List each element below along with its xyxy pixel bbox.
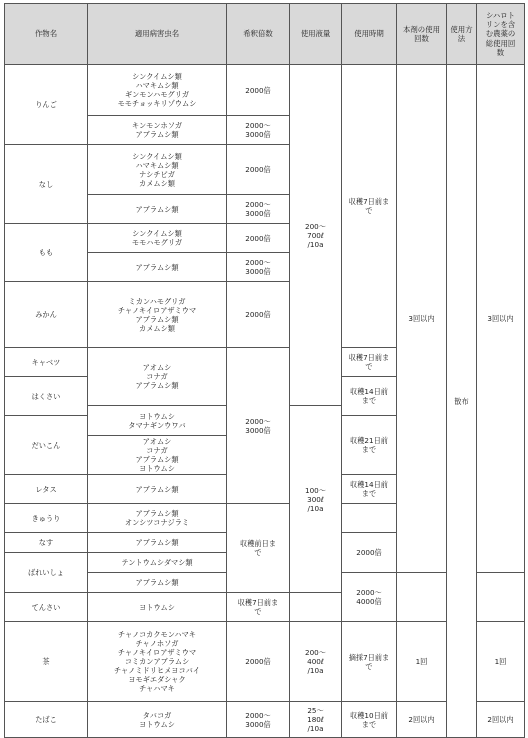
header-uses-total: シハロト リンを含 む農薬の 総使用回 数	[477, 4, 525, 65]
timing-prev-day: 収穫前日ま で	[227, 504, 290, 593]
pests-potato-2: アブラムシ類	[88, 573, 227, 593]
crop-cabbage: キャベツ	[5, 348, 88, 377]
dilution-pear-1: 2000倍	[227, 145, 290, 195]
pests-cabbage: アオムシ コナガ アブラムシ類	[88, 348, 227, 406]
crop-daikon: だいこん	[5, 416, 88, 475]
pests-cucumber: アブラムシ類 オンシツコナジラミ	[88, 504, 227, 533]
timing-cabbage: 収穫7日前ま で	[342, 348, 397, 377]
dilution-2000-4000: 2000～ 4000倍	[342, 573, 397, 622]
crop-pear: なし	[5, 145, 88, 224]
header-amount: 使用液量	[290, 4, 342, 65]
crop-beet: てんさい	[5, 593, 88, 622]
uses-this-1: 1回	[397, 622, 447, 702]
pests-potato-1: テントウムシダマシ類	[88, 553, 227, 573]
dilution-tobacco: 2000～ 3000倍	[227, 702, 290, 738]
uses-this-2: 2回以内	[397, 702, 447, 738]
pests-tea: チャノコカクモンハマキ チャノホソガ チャノキイロアザミウマ コミカンアブラムシ チャノミドリヒメヨコバイ ヨモギエダシャク チャハマキ	[88, 622, 227, 702]
dilution-peach-2: 2000～ 3000倍	[227, 253, 290, 282]
dilution-tea: 2000倍	[227, 622, 290, 702]
crop-apple: りんご	[5, 65, 88, 145]
timing-lettuce: 収穫14日前 まで	[342, 475, 397, 504]
uses-total-3: 3回以内	[477, 65, 525, 573]
header-row	[5, 4, 525, 65]
header-uses-this: 本剤の使用 回数	[397, 4, 447, 65]
timing-fruit: 収穫7日前ま で	[342, 65, 397, 348]
pests-tobacco: タバコガ ヨトウムシ	[88, 702, 227, 738]
crop-lettuce: レタス	[5, 475, 88, 504]
amount-tobacco: 25～ 180ℓ /10a	[290, 702, 342, 738]
header-pests: 適用病害虫名	[88, 4, 227, 65]
amount-fruit: 200～ 700ℓ /10a	[290, 65, 342, 406]
amount-tea: 200～ 400ℓ /10a	[290, 622, 342, 702]
dilution-pear-2: 2000～ 3000倍	[227, 195, 290, 224]
crop-cucumber: きゅうり	[5, 504, 88, 533]
pests-peach-1: シンクイムシ類 モモハモグリガ	[88, 224, 227, 253]
dilution-veg: 2000～ 3000倍	[227, 348, 290, 504]
pests-pear-1: シンクイムシ類 ハマキムシ類 ナシチビガ カメムシ類	[88, 145, 227, 195]
timing-daikon: 収穫21日前 まで	[342, 416, 397, 475]
pests-peach-2: アブラムシ類	[88, 253, 227, 282]
pests-apple-2: キンモンホソガ アブラムシ類	[88, 116, 227, 145]
header-timing: 使用時期	[342, 4, 397, 65]
usage-table	[4, 3, 525, 738]
uses-total-2: 2回以内	[477, 702, 525, 738]
pests-lettuce: アブラムシ類	[88, 475, 227, 504]
uses-this-3: 3回以内	[397, 65, 447, 573]
pests-mikan: ミカンハモグリガ チャノキイロアザミウマ アブラムシ類 カメムシ類	[88, 282, 227, 348]
crop-peach: もも	[5, 224, 88, 282]
pests-daikon: アオムシ コナガ アブラムシ類 ヨトウムシ	[88, 436, 227, 475]
crop-mikan: みかん	[5, 282, 88, 348]
dilution-2000-veg: 2000倍	[342, 533, 397, 573]
header-method: 使用方 法	[447, 4, 477, 65]
timing-tobacco: 収穫10日前 まで	[342, 702, 397, 738]
crop-tobacco: たばこ	[5, 702, 88, 738]
pests-eggplant: アブラムシ類	[88, 533, 227, 553]
header-crop: 作物名	[5, 4, 88, 65]
timing-tea: 摘採7日前ま で	[342, 622, 397, 702]
pests-hakusai: ヨトウムシ タマナギンウワバ	[88, 406, 227, 436]
dilution-apple-2: 2000～ 3000倍	[227, 116, 290, 145]
timing-beet: 収穫7日前ま で	[227, 593, 290, 622]
crop-potato: ばれいしょ	[5, 553, 88, 593]
pests-apple-1: シンクイムシ類 ハマキムシ類 ギンモンハモグリガ モモチョッキリゾウムシ	[88, 65, 227, 116]
dilution-peach-1: 2000倍	[227, 224, 290, 253]
crop-hakusai: はくさい	[5, 377, 88, 416]
table-row	[5, 65, 525, 116]
pests-pear-2: アブラムシ類	[88, 195, 227, 224]
method-spray: 散布	[447, 65, 477, 738]
header-dilution: 希釈倍数	[227, 4, 290, 65]
dilution-mikan: 2000倍	[227, 282, 290, 348]
crop-tea: 茶	[5, 622, 88, 702]
pests-beet: ヨトウムシ	[88, 593, 227, 622]
dilution-apple-1: 2000倍	[227, 65, 290, 116]
crop-eggplant: なす	[5, 533, 88, 553]
amount-veg: 100～ 300ℓ /10a	[290, 406, 342, 593]
timing-hakusai: 収穫14日前 まで	[342, 377, 397, 416]
uses-total-1: 1回	[477, 622, 525, 702]
